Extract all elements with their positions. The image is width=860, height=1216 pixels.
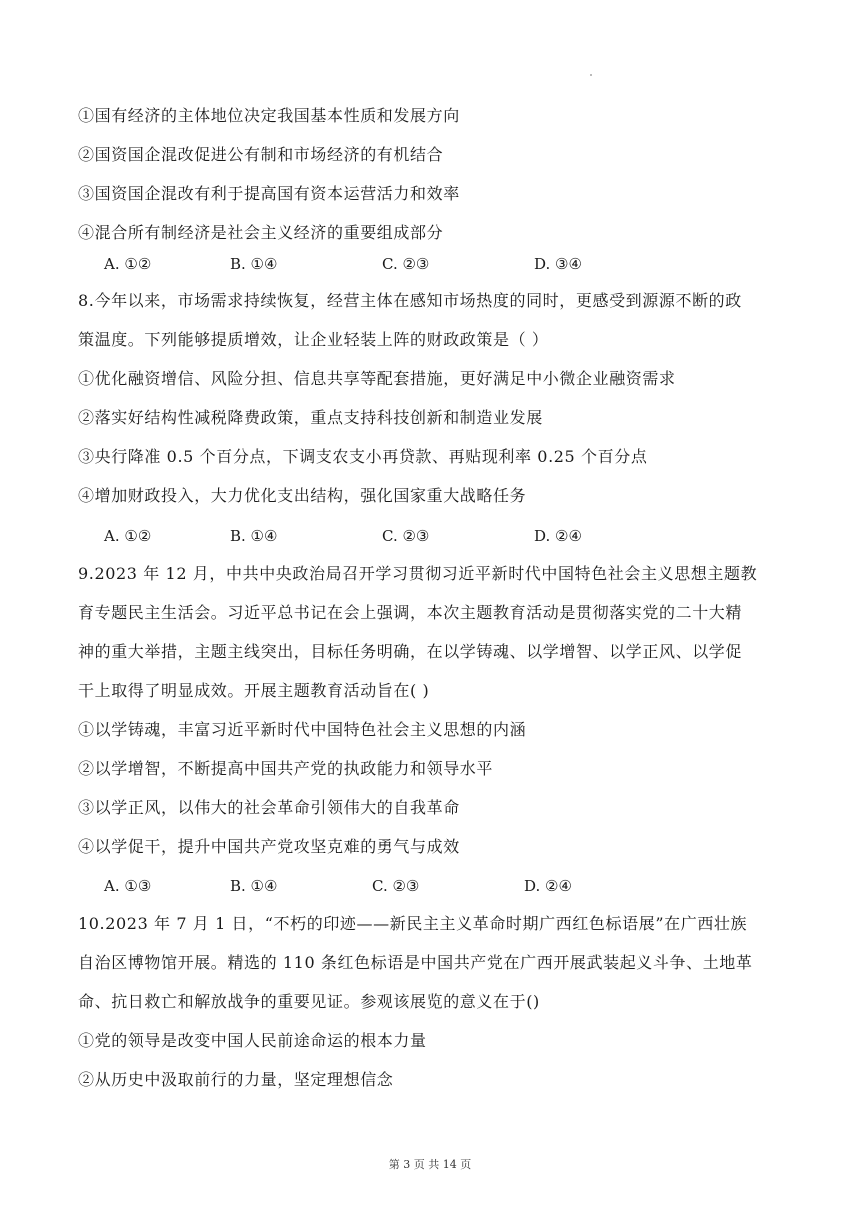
scan-dot: [590, 74, 592, 76]
q10-item-2: ②从历史中汲取前行的力量，坚定理想信念: [78, 1070, 394, 1089]
q9-stem-line-4: 干上取得了明显成效。开展主题教育活动旨在( ): [78, 681, 430, 700]
q9-stem-line-2: 育专题民主生活会。习近平总书记在会上强调，本次主题教育活动是贯彻落实党的二十大精: [78, 603, 743, 622]
q8-item-3: ③央行降准 0.5 个百分点，下调支农支小再贷款、再贴现利率 0.25 个百分点: [78, 447, 648, 466]
q10-stem-line-2: 自治区博物馆开展。精选的 110 条红色标语是中国共产党在广西开展武装起义斗争、土地革: [78, 953, 753, 972]
q8-item-4: ④增加财政投入，大力优化支出结构，强化国家重大战略任务: [78, 486, 527, 505]
q10-item-1: ①党的领导是改变中国人民前途命运的根本力量: [78, 1031, 427, 1050]
q8-option-a: A. ①②: [104, 527, 152, 545]
q7-item-4: ④混合所有制经济是社会主义经济的重要组成部分: [78, 223, 444, 242]
q9-option-a: A. ①③: [104, 877, 152, 895]
q9-item-4: ④以学促干，提升中国共产党攻坚克难的勇气与成效: [78, 837, 460, 856]
q9-stem-line-3: 神的重大举措，主题主线突出，目标任务明确，在以学铸魂、以学增智、以学正风、以学促: [78, 642, 743, 661]
q7-item-1: ①国有经济的主体地位决定我国基本性质和发展方向: [78, 106, 460, 125]
q7-option-d: D. ③④: [534, 255, 582, 273]
q9-stem-line-1: 9.2023 年 12 月，中共中央政治局召开学习贯彻习近平新时代中国特色社会主义思想主题教: [78, 564, 758, 583]
q9-item-3: ③以学正风，以伟大的社会革命引领伟大的自我革命: [78, 798, 460, 817]
q9-item-1: ①以学铸魂，丰富习近平新时代中国特色社会主义思想的内涵: [78, 720, 527, 739]
q8-item-2: ②落实好结构性减税降费政策，重点支持科技创新和制造业发展: [78, 408, 543, 427]
q8-option-b: B. ①④: [230, 527, 278, 545]
q7-option-c: C. ②③: [382, 255, 430, 273]
q9-option-c: C. ②③: [372, 877, 420, 895]
q8-option-c: C. ②③: [382, 527, 430, 545]
q9-item-2: ②以学增智，不断提高中国共产党的执政能力和领导水平: [78, 759, 494, 778]
q8-option-d: D. ②④: [534, 527, 582, 545]
q7-option-b: B. ①④: [230, 255, 278, 273]
q9-option-b: B. ①④: [230, 877, 278, 895]
q7-item-2: ②国资国企混改促进公有制和市场经济的有机结合: [78, 145, 444, 164]
q8-options: [104, 526, 664, 546]
q7-item-3: ③国资国企混改有利于提高国有资本运营活力和效率: [78, 184, 460, 203]
page-number-footer: 第 3 页 共 14 页: [388, 1158, 472, 1171]
q8-stem-line-2: 策温度。下列能够提质增效，让企业轻装上阵的财政政策是（ ）: [78, 330, 549, 349]
q9-option-d: D. ②④: [524, 877, 572, 895]
q8-item-1: ①优化融资增信、风险分担、信息共享等配套措施，更好满足中小微企业融资需求: [78, 369, 676, 388]
q10-stem-line-3: 命、抗日救亡和解放战争的重要见证。参观该展览的意义在于(): [78, 992, 540, 1011]
q8-stem-line-1: 8.今年以来，市场需求持续恢复，经营主体在感知市场热度的同时，更感受到源源不断的政: [78, 291, 742, 310]
q7-option-a: A. ①②: [104, 255, 152, 273]
q7-options: [104, 254, 664, 274]
q9-options: [104, 876, 664, 896]
q10-stem-line-1: 10.2023 年 7 月 1 日，“不朽的印迹——新民主主义革命时期广西红色标语展”在广西壮族: [78, 914, 748, 933]
